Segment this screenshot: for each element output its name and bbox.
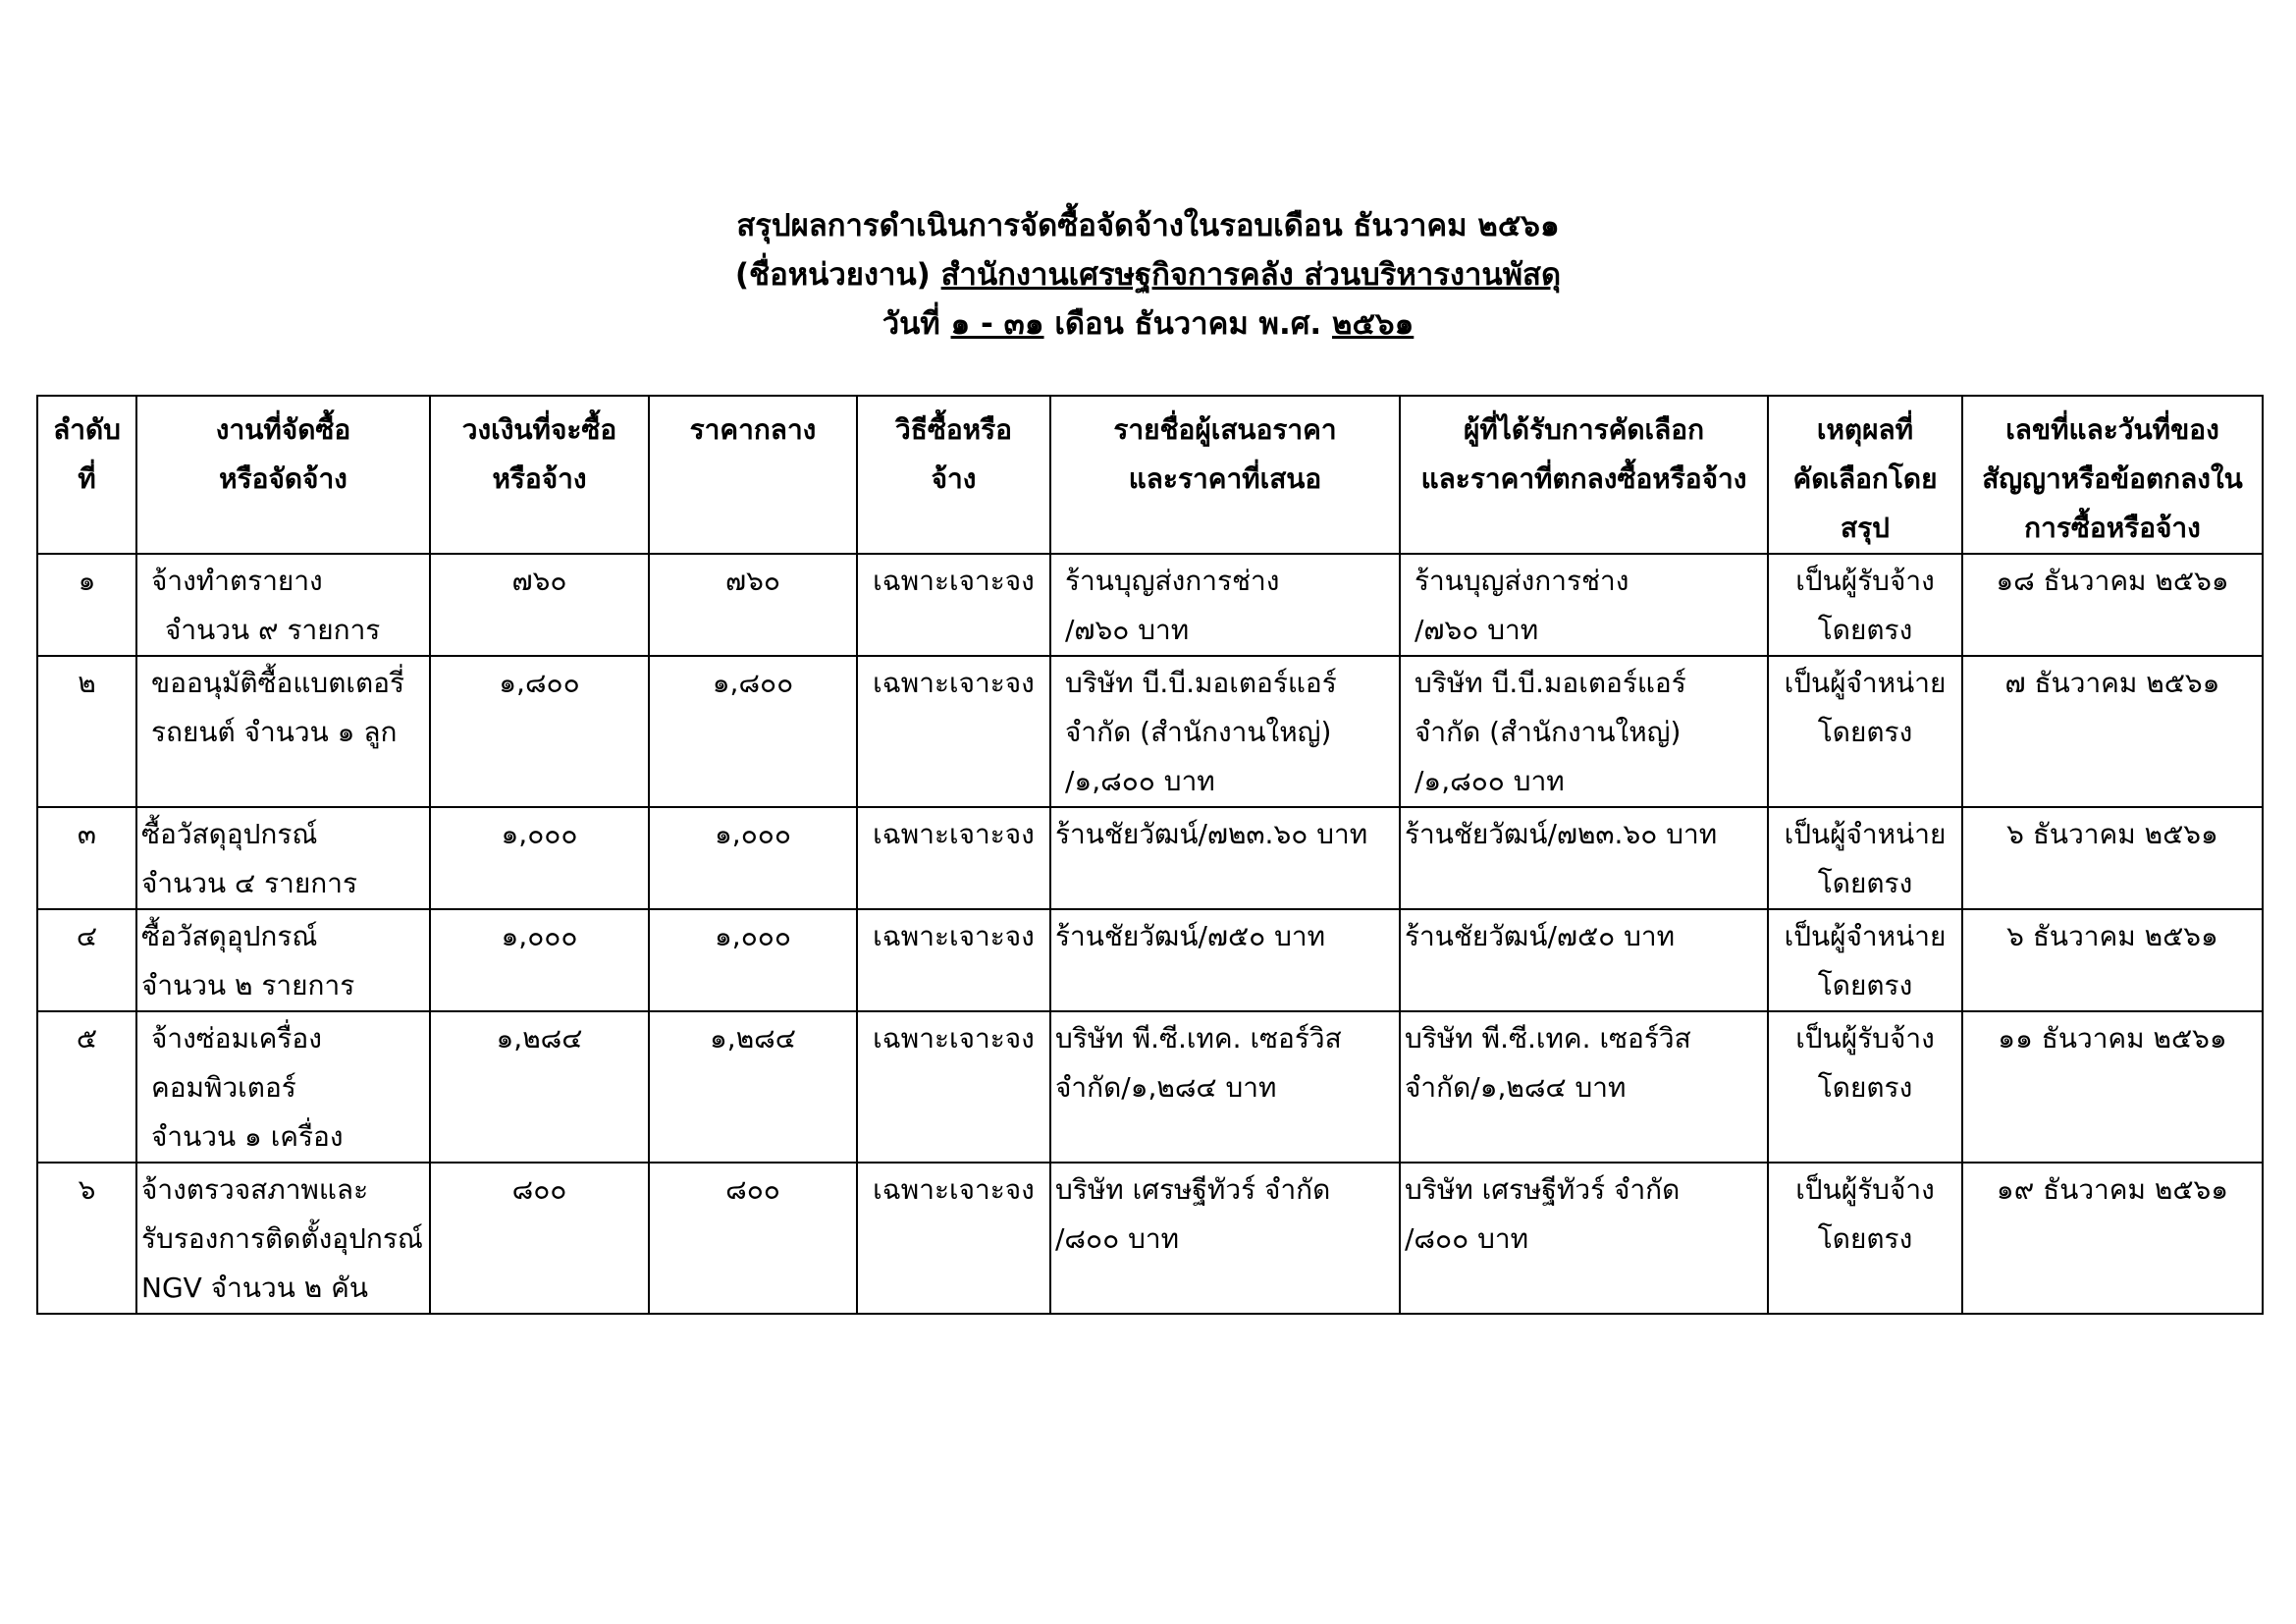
cell-budget: ๑,๒๘๔ [430,1011,649,1163]
cell-no: ๕ [37,1011,136,1163]
cell-reason: เป็นผู้จำหน่าย โดยตรง [1768,807,1962,909]
cell-contract: ๖ ธันวาคม ๒๕๖๑ [1962,807,2263,909]
cell-no: ๖ [37,1163,136,1314]
table-row [37,807,2263,909]
cell-item: จ้างซ่อมเครื่อง คอมพิวเตอร์ จำนวน ๑ เครื่อง [136,1011,430,1163]
cell-item: จ้างทำตรายาง จำนวน ๙ รายการ [136,554,430,656]
cell-item: ซื้อวัสดุอุปกรณ์ จำนวน ๔ รายการ [136,807,430,909]
col-reason-header: เหตุผลที่ คัดเลือกโดย สรุป [1768,396,1962,554]
procurement-table [36,395,2264,1315]
table-body [37,554,2263,1314]
cell-method: เฉพาะเจาะจง [857,656,1050,807]
cell-median-price: ๘๐๐ [649,1163,857,1314]
cell-winner: ร้านชัยวัฒน์/๗๕๐ บาท [1400,909,1768,1011]
agency-name: สำนักงานเศรษฐกิจการคลัง ส่วนบริหารงานพัสดุ [940,257,1562,293]
cell-contract: ๖ ธันวาคม ๒๕๖๑ [1962,909,2263,1011]
col-no-header: ลำดับ ที่ [37,396,136,554]
cell-budget: ๑,๘๐๐ [430,656,649,807]
cell-reason: เป็นผู้รับจ้าง โดยตรง [1768,554,1962,656]
cell-median-price: ๑,๒๘๔ [649,1011,857,1163]
cell-median-price: ๑,๐๐๐ [649,909,857,1011]
document-title-block [0,201,2296,349]
date-days: ๑ - ๓๑ [950,306,1044,342]
cell-item: ซื้อวัสดุอุปกรณ์ จำนวน ๒ รายการ [136,909,430,1011]
cell-bidders: บริษัท บี.บี.มอเตอร์แอร์ จำกัด (สำนักงานใหญ่) /๑,๘๐๐ บาท [1050,656,1400,807]
title-year: ๒๕๖๑ [1477,208,1560,244]
cell-winner: ร้านบุญส่งการช่าง /๗๖๐ บาท [1400,554,1768,656]
cell-reason: เป็นผู้จำหน่าย โดยตรง [1768,656,1962,807]
agency-label: (ชื่อหน่วยงาน) [734,257,941,293]
cell-budget: ๗๖๐ [430,554,649,656]
col-contract-header: เลขที่และวันที่ของ สัญญาหรือข้อตกลงใน การซื้อหรือจ้าง [1962,396,2263,554]
cell-contract: ๗ ธันวาคม ๒๕๖๑ [1962,656,2263,807]
cell-no: ๓ [37,807,136,909]
cell-contract: ๑๙ ธันวาคม ๒๕๖๑ [1962,1163,2263,1314]
cell-reason: เป็นผู้รับจ้าง โดยตรง [1768,1163,1962,1314]
cell-reason: เป็นผู้จำหน่าย โดยตรง [1768,909,1962,1011]
col-item-header: งานที่จัดซื้อ หรือจัดจ้าง [136,396,430,554]
table-row [37,656,2263,807]
cell-method: เฉพาะเจาะจง [857,554,1050,656]
title-line-2 [0,250,2296,299]
cell-winner: บริษัท บี.บี.มอเตอร์แอร์ จำกัด (สำนักงานใหญ่) /๑,๘๐๐ บาท [1400,656,1768,807]
table-row [37,1011,2263,1163]
cell-budget: ๑,๐๐๐ [430,909,649,1011]
cell-winner: บริษัท พี.ซี.เทค. เซอร์วิส จำกัด/๑,๒๘๔ บาท [1400,1011,1768,1163]
col-budget-header: วงเงินที่จะซื้อ หรือจ้าง [430,396,649,554]
cell-budget: ๑,๐๐๐ [430,807,649,909]
cell-no: ๑ [37,554,136,656]
col-method-header: วิธีซื้อหรือ จ้าง [857,396,1050,554]
cell-method: เฉพาะเจาะจง [857,909,1050,1011]
title-line-1-text: สรุปผลการดำเนินการจัดซื้อจัดจ้างในรอบเดือน ธันวาคม [736,208,1478,244]
col-median-price-header: ราคากลาง [649,396,857,554]
cell-median-price: ๗๖๐ [649,554,857,656]
table-row [37,1163,2263,1314]
cell-bidders: บริษัท พี.ซี.เทค. เซอร์วิส จำกัด/๑,๒๘๔ บาท [1050,1011,1400,1163]
cell-budget: ๘๐๐ [430,1163,649,1314]
cell-item: จ้างตรวจสภาพและ รับรองการติดตั้งอุปกรณ์ NGV จำนวน ๒ คัน [136,1163,430,1314]
title-line-3 [0,299,2296,349]
header-row [37,396,2263,554]
cell-winner: ร้านชัยวัฒน์/๗๒๓.๖๐ บาท [1400,807,1768,909]
cell-no: ๒ [37,656,136,807]
cell-no: ๔ [37,909,136,1011]
cell-bidders: ร้านชัยวัฒน์/๗๒๓.๖๐ บาท [1050,807,1400,909]
table-row [37,554,2263,656]
cell-reason: เป็นผู้รับจ้าง โดยตรง [1768,1011,1962,1163]
cell-median-price: ๑,๐๐๐ [649,807,857,909]
cell-bidders: ร้านชัยวัฒน์/๗๕๐ บาท [1050,909,1400,1011]
cell-item: ขออนุมัติซื้อแบตเตอรี่ รถยนต์ จำนวน ๑ ลูก [136,656,430,807]
col-winner-header: ผู้ที่ได้รับการคัดเลือก และราคาที่ตกลงซื้อหรือจ้าง [1400,396,1768,554]
cell-contract: ๑๘ ธันวาคม ๒๕๖๑ [1962,554,2263,656]
cell-contract: ๑๑ ธันวาคม ๒๕๖๑ [1962,1011,2263,1163]
date-month: เดือน ธันวาคม พ.ศ. [1043,306,1333,342]
table-header [37,396,2263,554]
date-year: ๒๕๖๑ [1332,306,1415,342]
title-line-1 [0,201,2296,250]
date-label: วันที่ [881,306,951,342]
cell-winner: บริษัท เศรษฐีทัวร์ จำกัด /๘๐๐ บาท [1400,1163,1768,1314]
cell-median-price: ๑,๘๐๐ [649,656,857,807]
col-bidders-header: รายชื่อผู้เสนอราคา และราคาที่เสนอ [1050,396,1400,554]
cell-bidders: ร้านบุญส่งการช่าง /๗๖๐ บาท [1050,554,1400,656]
cell-bidders: บริษัท เศรษฐีทัวร์ จำกัด /๘๐๐ บาท [1050,1163,1400,1314]
cell-method: เฉพาะเจาะจง [857,1011,1050,1163]
cell-method: เฉพาะเจาะจง [857,807,1050,909]
cell-method: เฉพาะเจาะจง [857,1163,1050,1314]
table-row [37,909,2263,1011]
